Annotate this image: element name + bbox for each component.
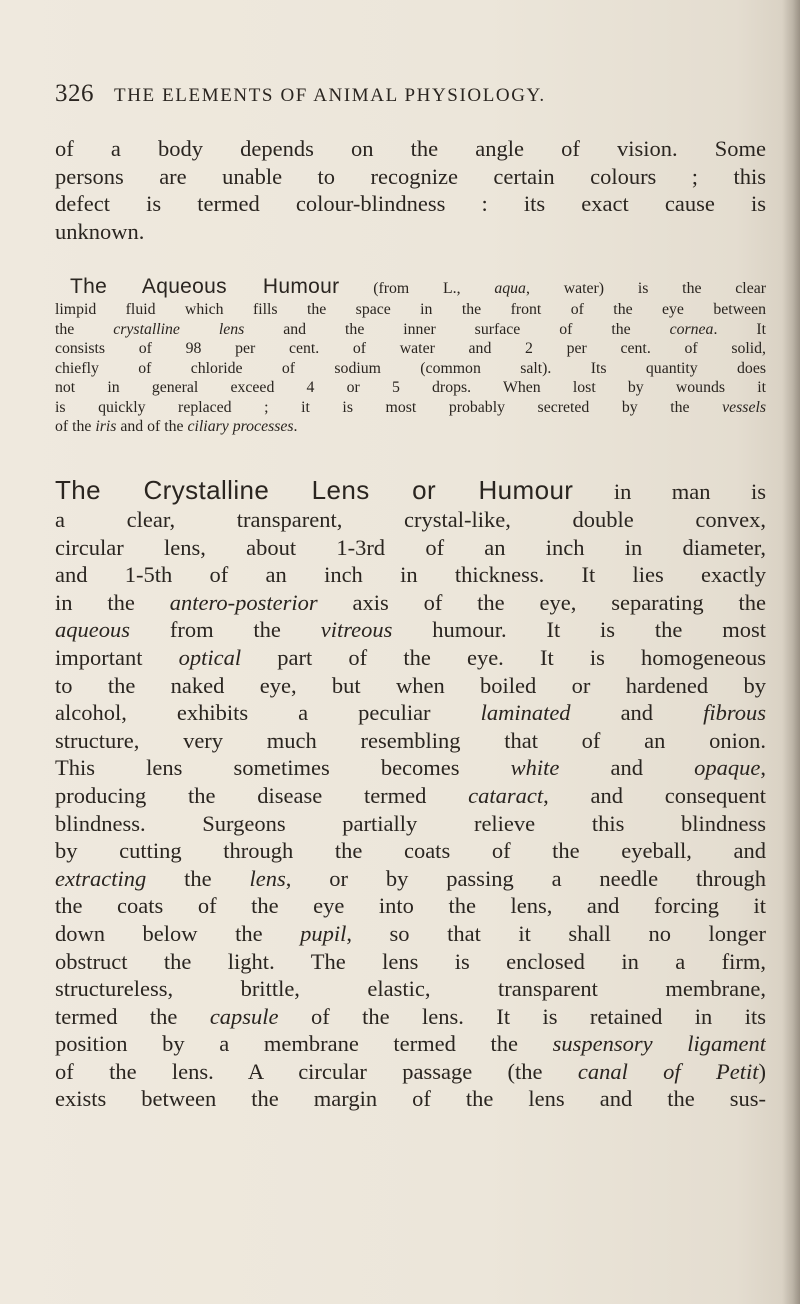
text-line xyxy=(55,1030,766,1058)
text-run: and xyxy=(570,700,704,726)
text-line xyxy=(55,616,766,644)
italic-term: lens xyxy=(249,865,286,891)
text-run: , and consequent xyxy=(543,782,766,808)
text-line: limpid fluid which fills the space in the front of the eye between xyxy=(55,301,766,318)
italic-term: antero-posterior xyxy=(169,589,318,615)
text-run: and of the xyxy=(116,418,188,435)
text-line: defect is termed colour-blindness : its exact cause is xyxy=(55,191,766,217)
text-run: and the inner surface of the xyxy=(244,320,670,338)
text-line: circular lens, about 1-3rd of an inch in diameter, xyxy=(55,534,766,560)
italic-term: white xyxy=(510,755,560,781)
text-line: the coats of the eye into the lens, and forcing it xyxy=(55,893,766,919)
italic-term: ciliary processes xyxy=(187,418,294,435)
italic-term: laminated xyxy=(480,700,571,726)
text-line xyxy=(55,1003,766,1031)
text-run: and xyxy=(559,755,695,781)
text-run: down below the xyxy=(55,920,301,946)
paragraph-aqueous-humour xyxy=(55,273,766,437)
text-run: part of the eye. It is homogeneous xyxy=(241,644,766,670)
text-line xyxy=(55,589,766,617)
text-run: alcohol, exhibits a peculiar xyxy=(55,700,481,726)
text-run: important xyxy=(55,644,179,670)
text-run: . It xyxy=(713,320,766,338)
text-line xyxy=(55,398,766,418)
text-run: termed the xyxy=(55,1003,210,1029)
text-line xyxy=(55,782,766,810)
text-run: from the xyxy=(130,617,321,643)
text-line: not in general exceed 4 or 5 drops. When lost by wounds it xyxy=(55,379,766,396)
text-run: humour. It is the most xyxy=(392,617,766,643)
running-head: THE ELEMENTS OF ANIMAL PHYSIOLOGY. xyxy=(114,85,546,106)
italic-term: capsule xyxy=(209,1003,279,1029)
section-heading-aqueous: The Aqueous Humour xyxy=(70,275,340,298)
italic-term: crystalline lens xyxy=(113,320,245,338)
text-line xyxy=(55,644,766,672)
text-run: the xyxy=(146,865,250,891)
text-run: is quickly replaced ; it is most probably secreted by the xyxy=(55,398,723,416)
text-run: , water) is the clear xyxy=(525,280,766,297)
text-line: unknown. xyxy=(55,218,145,244)
text-line: structureless, brittle, elastic, transparent membrane, xyxy=(55,976,766,1002)
text-run: , xyxy=(760,755,766,781)
text-run: (from L., xyxy=(339,280,495,297)
text-line: obstruct the light. The lens is enclosed in a firm, xyxy=(55,948,766,974)
text-line: and 1-5th of an inch in thickness. It lies exactly xyxy=(55,562,766,588)
text-line xyxy=(55,417,766,437)
text-line: of a body depends on the angle of vision. Some xyxy=(55,136,766,161)
italic-term: suspensory ligament xyxy=(552,1031,766,1057)
page-header xyxy=(55,80,755,120)
paragraph-colour-blindness xyxy=(55,135,766,245)
text-run: in the xyxy=(55,589,170,615)
italic-term: cataract xyxy=(468,782,544,808)
italic-term: opaque xyxy=(694,755,761,781)
italic-term: cornea xyxy=(669,320,714,338)
text-line: persons are unable to recognize certain colours ; this xyxy=(55,163,766,189)
italic-term: fibrous xyxy=(703,700,766,726)
italic-term: vessels xyxy=(722,398,766,416)
text-line: structure, very much resembling that of an onion. xyxy=(55,727,766,753)
text-run: in man is xyxy=(573,479,766,504)
text-run: of the lens. It is retained in its xyxy=(278,1003,766,1029)
text-line xyxy=(55,920,766,948)
text-run: ) xyxy=(758,1058,766,1084)
text-line: consists of 98 per cent. of water and 2 per cent. of solid, xyxy=(55,340,766,357)
text-run: , so that it shall no longer xyxy=(346,920,766,946)
text-line: a clear, transparent, crystal-like, double convex, xyxy=(55,507,766,532)
text-line: blindness. Surgeons partially relieve this blindness xyxy=(55,810,766,836)
text-run: of the lens. A circular passage (the xyxy=(55,1058,578,1084)
text-line xyxy=(55,865,766,893)
text-line xyxy=(55,754,766,782)
text-line xyxy=(55,320,766,340)
text-run: the xyxy=(55,320,114,338)
italic-term: vitreous xyxy=(320,617,393,643)
text-run: , or by passing a needle through xyxy=(285,865,766,891)
italic-term: pupil xyxy=(300,920,347,946)
page-edge-shadow xyxy=(782,0,800,1304)
text-run: producing the disease termed xyxy=(55,782,469,808)
italic-term: aqueous xyxy=(55,617,130,643)
paragraph-crystalline-lens xyxy=(55,475,766,1113)
section-heading-crystalline: The Crystalline Lens or Humour xyxy=(55,475,574,505)
text-run: . xyxy=(293,418,298,435)
italic-term: extracting xyxy=(55,865,147,891)
italic-term: optical xyxy=(178,644,242,670)
text-line xyxy=(55,1058,766,1086)
italic-term: canal of Petit xyxy=(577,1058,759,1084)
text-run: axis of the eye, separating the xyxy=(317,589,766,615)
text-run: position by a membrane termed the xyxy=(55,1031,553,1057)
text-line xyxy=(55,475,766,506)
text-line xyxy=(55,699,766,727)
text-line: to the naked eye, but when boiled or hardened by xyxy=(55,672,766,698)
page-number: 326 xyxy=(55,80,94,107)
text-line xyxy=(55,273,766,300)
text-line: by cutting through the coats of the eyeball, and xyxy=(55,838,766,864)
italic-term: aqua xyxy=(494,280,526,297)
text-run: This lens sometimes becomes xyxy=(55,755,511,781)
italic-term: iris xyxy=(95,418,117,435)
text-run: of the xyxy=(55,418,96,435)
text-line: chiefly of chloride of sodium (common salt). Its quantity does xyxy=(55,359,766,377)
text-line: exists between the margin of the lens and the sus- xyxy=(55,1086,766,1112)
